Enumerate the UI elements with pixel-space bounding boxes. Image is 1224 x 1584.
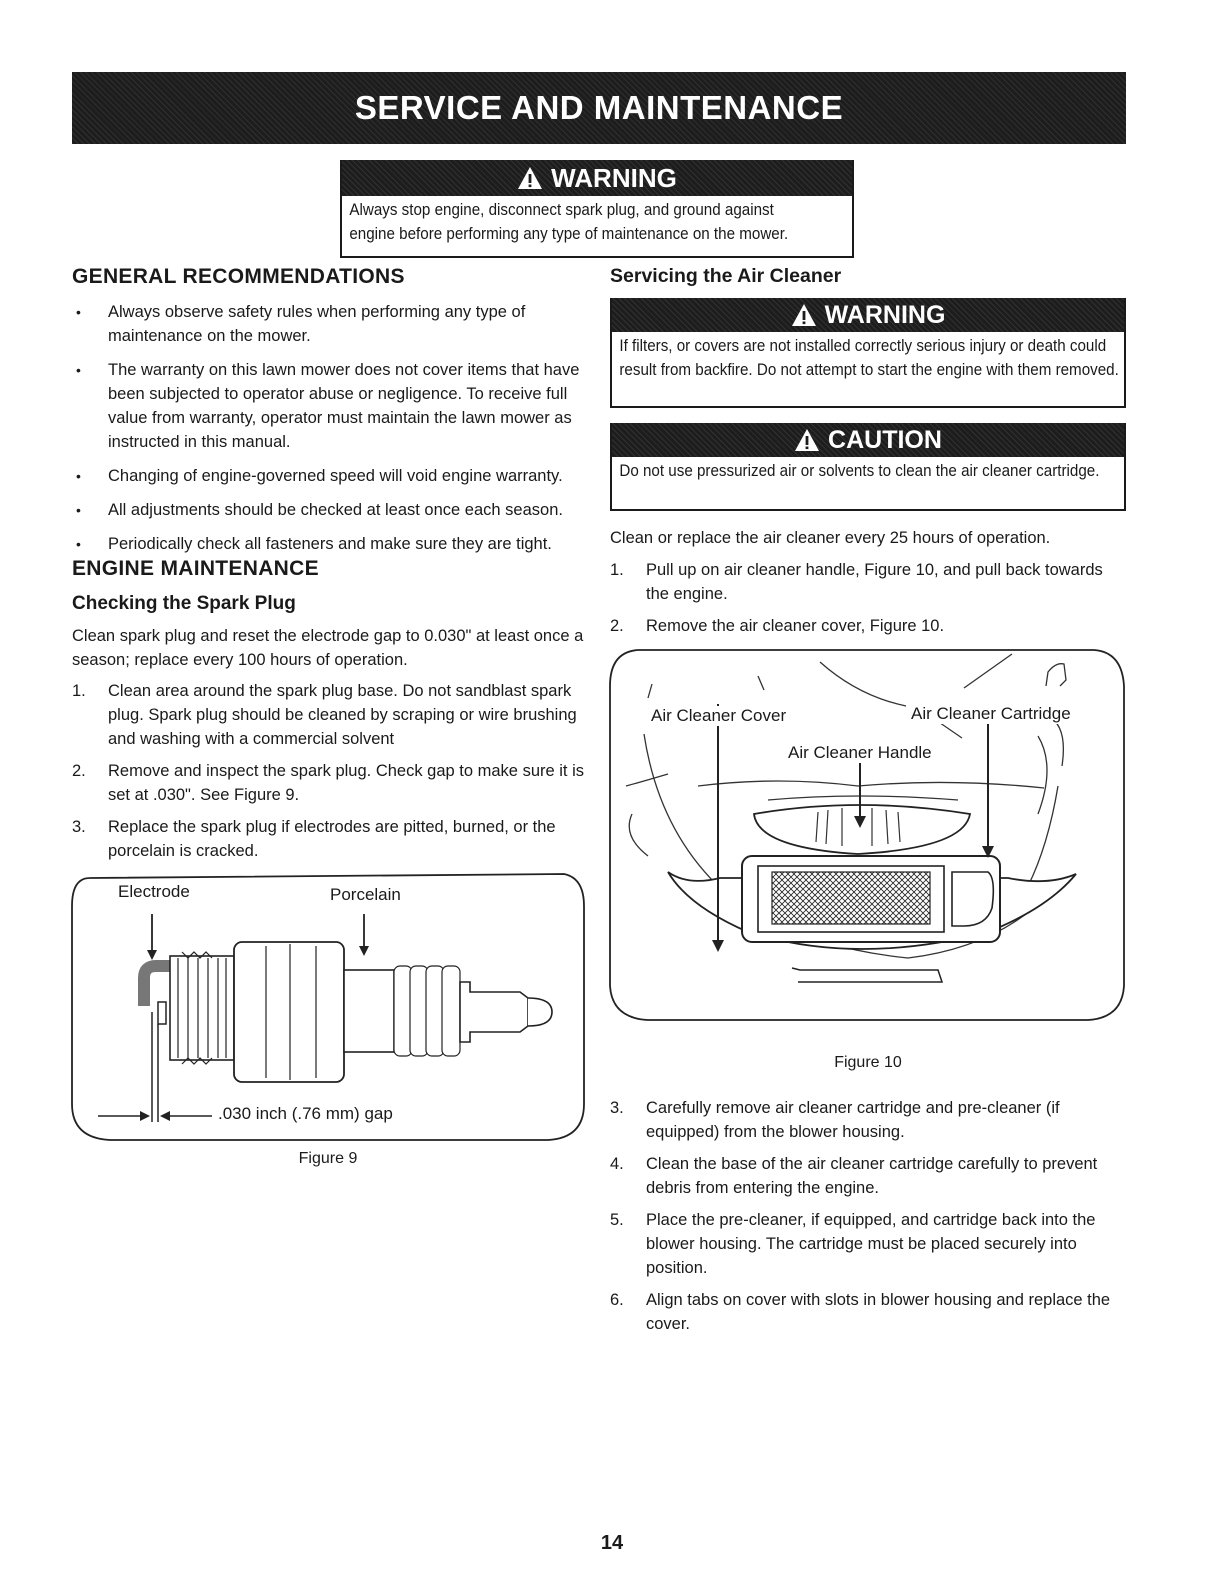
- step-number: 4.: [610, 1155, 624, 1173]
- step-text: Carefully remove air cleaner cartridge and pre-cleaner (if equipped) from the blower housing.: [646, 1099, 1060, 1141]
- air-steps-b: [610, 1096, 1126, 1344]
- air-warning-text: If filters, or covers are not installed correctly serious injury or death could result from backfire. Do not attempt to start the engine with them removed.: [619, 337, 1119, 379]
- list-item: • Periodically check all fasteners and make sure they are tight.: [72, 532, 584, 556]
- step-text: Align tabs on cover with slots in blower housing and replace the cover.: [646, 1291, 1111, 1333]
- list-item: [610, 1208, 1126, 1280]
- figure-10-caption: Figure 10: [834, 1054, 902, 1071]
- air-steps-a: [610, 558, 1126, 646]
- caution-label: CAUTION: [828, 425, 942, 454]
- air-warning-label: WARNING: [824, 300, 946, 329]
- list-item: [610, 1288, 1126, 1336]
- figure-10-label-handle: Air Cleaner Handle: [788, 743, 932, 762]
- caution-header: [612, 423, 1124, 457]
- step-text: Remove and inspect the spark plug. Check gap to make sure it is set at .030". See Figure 9.: [108, 762, 584, 804]
- step-number: 3.: [72, 818, 86, 836]
- top-warning-line-1: Always stop engine, disconnect spark plug, and ground against: [349, 201, 774, 219]
- air-intro: Clean or replace the air cleaner every 25 hours of operation.: [610, 529, 1051, 547]
- list-item: [610, 614, 1126, 638]
- figure-9-label-porcelain: Porcelain: [330, 885, 401, 904]
- caution-text: Do not use pressurized air or solvents to clean the air cleaner cartridge.: [619, 462, 1100, 480]
- warning-triangle-icon: [517, 166, 543, 190]
- list-item: [72, 679, 584, 751]
- list-item: • Always observe safety rules when performing any type of maintenance on the mower.: [72, 300, 584, 348]
- step-text: Clean area around the spark plug base. Do not sandblast spark plug. Spark plug should be cleaned by scraping or wire brushing and washing with a commercial solvent: [108, 682, 577, 748]
- figure-10-label-cover: Air Cleaner Cover: [651, 706, 787, 725]
- figure-10-label-cartridge: Air Cleaner Cartridge: [911, 704, 1071, 723]
- figure-9-caption: Figure 9: [298, 1150, 358, 1167]
- engine-heading: ENGINE MAINTENANCE: [72, 557, 319, 580]
- general-heading: GENERAL RECOMMENDATIONS: [72, 265, 405, 288]
- figure-9-label-gap: .030 inch (.76 mm) gap: [218, 1104, 393, 1123]
- figure-9-spark-plug-diagram: [70, 866, 588, 1144]
- step-text: Clean the base of the air cleaner cartridge carefully to prevent debris from entering the engine.: [646, 1155, 1098, 1197]
- caution-triangle-icon: [794, 428, 820, 452]
- caution-box: [610, 423, 1126, 511]
- list-item: [610, 558, 1126, 606]
- list-item: [72, 815, 584, 863]
- spark-steps: [72, 679, 584, 871]
- list-item: • Changing of engine-governed speed will void engine warranty.: [72, 464, 584, 488]
- page-title-bar: [72, 72, 1126, 144]
- step-number: 1.: [610, 561, 624, 579]
- list-item: • All adjustments should be checked at least once each season.: [72, 498, 584, 522]
- air-warning-header: [612, 298, 1124, 332]
- step-number: 5.: [610, 1211, 624, 1229]
- list-item: [72, 759, 584, 807]
- figure-9-label-electrode: Electrode: [118, 882, 190, 901]
- step-number: 6.: [610, 1291, 624, 1309]
- list-item: [610, 1152, 1126, 1200]
- spark-heading: Checking the Spark Plug: [72, 593, 296, 614]
- top-warning-text: [342, 196, 863, 250]
- top-warning-label: WARNING: [551, 162, 677, 193]
- step-number: 2.: [610, 617, 624, 635]
- page-number: 14: [600, 1532, 624, 1554]
- top-warning-header: [342, 160, 852, 196]
- spark-intro: Clean spark plug and reset the electrode gap to 0.030" at least once a season; replace every 100 hours of operation.: [72, 627, 584, 669]
- list-item: • The warranty on this lawn mower does not cover items that have been subjected to operator abuse or negligence. To receive full value from warranty, operator must maintain the lawn mower as instructed in this manual.: [72, 358, 584, 454]
- general-list: [72, 300, 584, 566]
- air-warning-box: [610, 298, 1126, 408]
- step-text: Remove the air cleaner cover, Figure 10.: [646, 617, 945, 635]
- step-text: Pull up on air cleaner handle, Figure 10, and pull back towards the engine.: [646, 561, 1103, 603]
- figure-10-air-cleaner-diagram: [608, 646, 1126, 1024]
- step-number: 2.: [72, 762, 86, 780]
- page-title: SERVICE AND MAINTENANCE: [354, 89, 844, 126]
- air-cleaner-heading: Servicing the Air Cleaner: [610, 265, 842, 287]
- step-number: 1.: [72, 682, 86, 700]
- step-number: 3.: [610, 1099, 624, 1117]
- step-text: Replace the spark plug if electrodes are pitted, burned, or the porcelain is cracked.: [108, 818, 556, 860]
- top-warning-box: [340, 160, 854, 258]
- top-warning-line-2: engine before performing any type of maintenance on the mower.: [349, 225, 789, 243]
- warning-triangle-icon: [791, 303, 817, 327]
- step-text: Place the pre-cleaner, if equipped, and cartridge back into the blower housing. The cartridge must be placed securely into position.: [646, 1211, 1096, 1277]
- list-item: [610, 1096, 1126, 1144]
